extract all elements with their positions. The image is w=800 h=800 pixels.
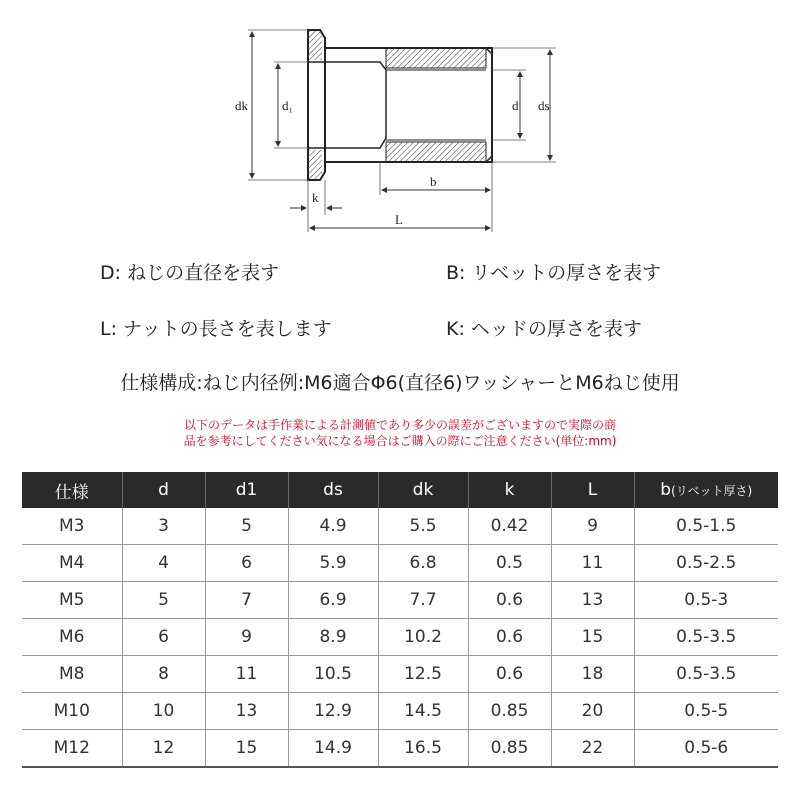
table-cell: 6.8 bbox=[378, 545, 468, 582]
table-cell: 14.5 bbox=[378, 693, 468, 730]
header-L: L bbox=[551, 472, 634, 508]
table-cell: M3 bbox=[22, 508, 122, 545]
label-ds: ds bbox=[538, 98, 550, 113]
note-line-1: 以下のデータは手作業による計測値であり多少の誤差がございますので実際の商 bbox=[183, 418, 616, 432]
table-row bbox=[22, 545, 778, 582]
table-cell: 7 bbox=[205, 582, 288, 619]
table-cell: 10 bbox=[122, 693, 205, 730]
table-cell: 12.9 bbox=[288, 693, 378, 730]
table-cell: M12 bbox=[22, 730, 122, 768]
table-body bbox=[22, 508, 778, 767]
table-cell: 22 bbox=[551, 730, 634, 768]
table-cell: M10 bbox=[22, 693, 122, 730]
table-cell: M5 bbox=[22, 582, 122, 619]
table-cell: 15 bbox=[205, 730, 288, 768]
header-k: k bbox=[468, 472, 551, 508]
table-cell: 0.6 bbox=[468, 656, 551, 693]
table-cell: 9 bbox=[205, 619, 288, 656]
header-b-suffix: (リベット厚さ) bbox=[671, 484, 753, 498]
table-cell: 7.7 bbox=[378, 582, 468, 619]
header-ds: ds bbox=[288, 472, 378, 508]
table-row bbox=[22, 656, 778, 693]
note-line-2: 品を参考にしてください気になる場合はご購入の際にご注意ください(単位:mm) bbox=[183, 434, 617, 448]
table-row bbox=[22, 582, 778, 619]
header-b bbox=[634, 472, 778, 508]
table-cell: 5.9 bbox=[288, 545, 378, 582]
table-cell: 6 bbox=[122, 619, 205, 656]
table-row bbox=[22, 508, 778, 545]
header-dk: dk bbox=[378, 472, 468, 508]
table-cell: 0.5-6 bbox=[634, 730, 778, 768]
table-cell: 10.5 bbox=[288, 656, 378, 693]
table-cell: 6 bbox=[205, 545, 288, 582]
table-cell: 13 bbox=[205, 693, 288, 730]
table-cell: 9 bbox=[551, 508, 634, 545]
table-cell: 0.5-3 bbox=[634, 582, 778, 619]
label-k: k bbox=[312, 190, 319, 205]
table-cell: 0.6 bbox=[468, 619, 551, 656]
table-cell: 12.5 bbox=[378, 656, 468, 693]
table-cell: 4 bbox=[122, 545, 205, 582]
label-L: L bbox=[395, 212, 403, 227]
table-cell: 0.5-3.5 bbox=[634, 619, 778, 656]
table-cell: 0.5-1.5 bbox=[634, 508, 778, 545]
table-cell: 0.5-5 bbox=[634, 693, 778, 730]
table-row bbox=[22, 693, 778, 730]
table-cell: 0.5 bbox=[468, 545, 551, 582]
table-cell: 0.6 bbox=[468, 582, 551, 619]
table-cell: 5 bbox=[122, 582, 205, 619]
table-cell: 20 bbox=[551, 693, 634, 730]
label-d1: d₁ bbox=[282, 98, 294, 113]
table-cell: 5 bbox=[205, 508, 288, 545]
header-spec: 仕様 bbox=[22, 472, 122, 508]
legend-b: B: リベットの厚さを表す bbox=[446, 262, 662, 284]
spec-caption: 仕様構成:ねじ内径例:M6適合Φ6(直径6)ワッシャーとM6ねじ使用 bbox=[120, 372, 680, 394]
label-dk: dk bbox=[235, 98, 248, 113]
table-cell: 0.42 bbox=[468, 508, 551, 545]
table-cell: 0.5-2.5 bbox=[634, 545, 778, 582]
table-cell: 13 bbox=[551, 582, 634, 619]
legend-l: L: ナットの長さを表します bbox=[100, 318, 332, 340]
table-cell: 3 bbox=[122, 508, 205, 545]
table-cell: 10.2 bbox=[378, 619, 468, 656]
table-cell: M6 bbox=[22, 619, 122, 656]
rivet-nut-drawing bbox=[230, 20, 570, 245]
table-cell: 14.9 bbox=[288, 730, 378, 768]
table-cell: 15 bbox=[551, 619, 634, 656]
table-cell: 0.85 bbox=[468, 730, 551, 768]
table-cell: 6.9 bbox=[288, 582, 378, 619]
table-cell: 4.9 bbox=[288, 508, 378, 545]
label-d: d bbox=[512, 98, 519, 113]
table-cell: 0.85 bbox=[468, 693, 551, 730]
table-cell: 16.5 bbox=[378, 730, 468, 768]
header-d: d bbox=[122, 472, 205, 508]
header-b-label: b bbox=[660, 480, 672, 500]
legend-k: K: ヘッドの厚さを表す bbox=[446, 318, 642, 340]
table-row bbox=[22, 619, 778, 656]
legend-d: D: ねじの直径を表す bbox=[100, 262, 280, 284]
spec-table bbox=[22, 472, 778, 768]
table-cell: M8 bbox=[22, 656, 122, 693]
table-cell: M4 bbox=[22, 545, 122, 582]
table-cell: 11 bbox=[205, 656, 288, 693]
label-b: b bbox=[430, 174, 437, 189]
table-cell: 12 bbox=[122, 730, 205, 768]
table-cell: 18 bbox=[551, 656, 634, 693]
table-cell: 8 bbox=[122, 656, 205, 693]
table-cell: 5.5 bbox=[378, 508, 468, 545]
table-row bbox=[22, 730, 778, 768]
table-header-row bbox=[22, 472, 778, 508]
table-cell: 11 bbox=[551, 545, 634, 582]
table-cell: 8.9 bbox=[288, 619, 378, 656]
header-d1: d1 bbox=[205, 472, 288, 508]
table-cell: 0.5-3.5 bbox=[634, 656, 778, 693]
